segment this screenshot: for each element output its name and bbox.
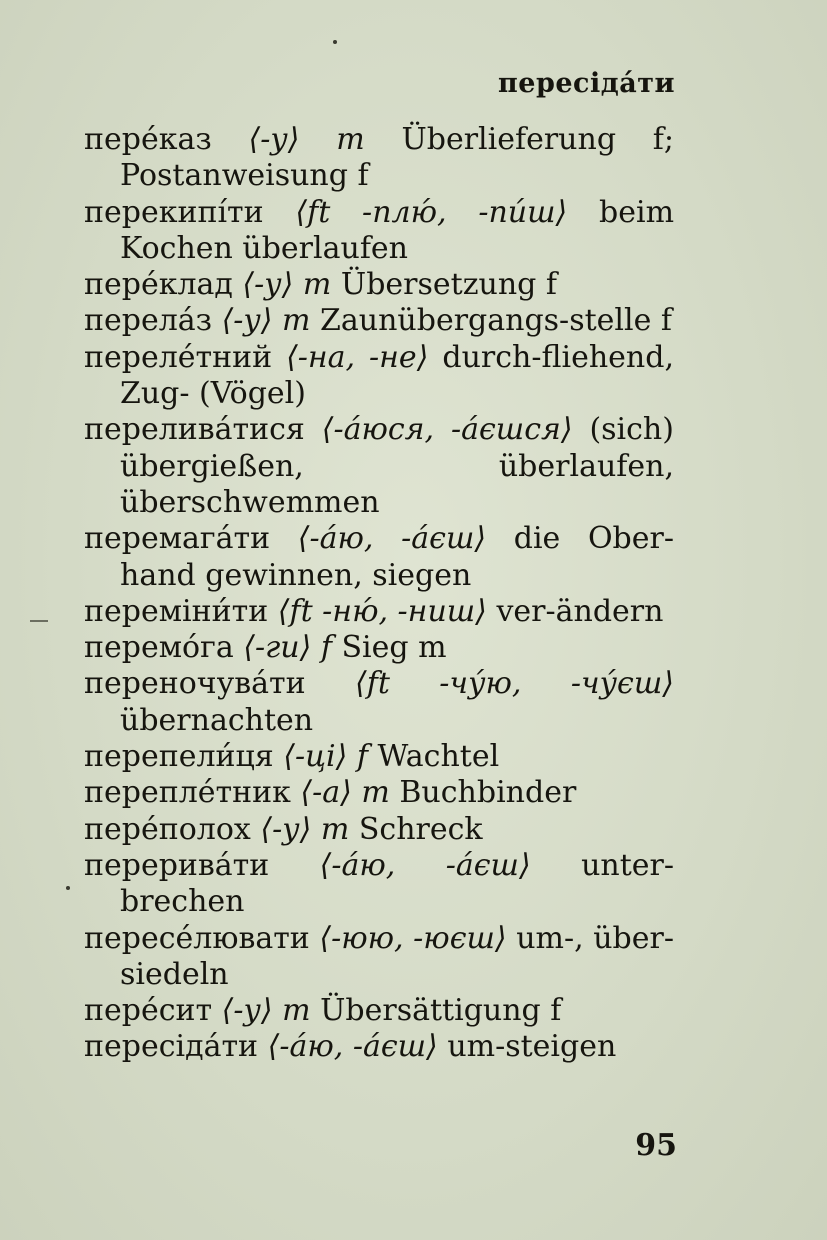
- entry-list: [84, 122, 674, 1066]
- grammar-info: ⟨-у⟩ m: [221, 993, 311, 1029]
- dictionary-entry: [84, 340, 674, 413]
- headword: перéказ: [84, 122, 212, 157]
- headword: перéсит: [84, 993, 213, 1029]
- translation: Zaunübergangs-stelle f: [320, 303, 672, 339]
- grammar-info: ⟨-юю, -юєш⟩: [319, 920, 507, 956]
- translation: beim Kochen überlaufen: [120, 194, 675, 266]
- headword: перелéтний: [84, 339, 273, 375]
- grammar-info: ⟨-áю, -áєш⟩: [297, 521, 487, 557]
- grammar-info: ⟨-а⟩ m: [300, 775, 390, 811]
- dictionary-entry: [84, 521, 674, 594]
- print-speck: [66, 886, 70, 890]
- headword: переливáтися: [84, 412, 305, 448]
- headword: пересідáти: [84, 1029, 259, 1065]
- headword: перепели́ця: [84, 739, 274, 775]
- translation: um-, über-siedeln: [120, 920, 674, 992]
- grammar-info: ⟨-у⟩ m: [260, 811, 350, 847]
- dictionary-entry: [84, 267, 674, 303]
- translation: unter-brechen: [120, 847, 674, 920]
- grammar-info: ⟨ft -ню́, -ниш⟩: [277, 593, 487, 629]
- grammar-info: ⟨-у⟩ m: [242, 267, 332, 303]
- headword: перелáз: [84, 303, 213, 339]
- dictionary-entry: [84, 848, 674, 921]
- dictionary-entry: [84, 993, 674, 1029]
- translation: Wachtel: [377, 739, 500, 775]
- grammar-info: ⟨-у⟩ m: [248, 122, 365, 157]
- grammar-info: ⟨ft -плю́, -пи́ш⟩: [295, 194, 568, 230]
- headword: пересéлювати: [84, 920, 310, 956]
- page-number: 95: [635, 1128, 677, 1163]
- grammar-info: ⟨-áю, -áєш⟩: [267, 1029, 438, 1065]
- grammar-info: ⟨-у⟩ m: [221, 303, 311, 339]
- dictionary-entry: [84, 122, 674, 195]
- print-speck: [333, 40, 337, 44]
- grammar-info: ⟨-ги⟩ f: [243, 630, 332, 666]
- grammar-info: ⟨-áю, -áєш⟩: [319, 847, 531, 883]
- translation: die Ober-hand gewinnen, siegen: [120, 521, 674, 593]
- headword: перекипíти: [84, 194, 264, 230]
- dictionary-entry: [84, 594, 674, 630]
- running-head: пересідáти: [498, 68, 675, 99]
- headword: переривáти: [84, 847, 270, 883]
- headword: перемóга: [84, 630, 234, 666]
- headword: переміни́ти: [84, 593, 269, 629]
- dictionary-entry: [84, 303, 674, 339]
- translation: ver-ändern: [496, 593, 664, 629]
- translation: Schreck: [358, 811, 483, 847]
- dictionary-entry: [84, 812, 674, 848]
- dictionary-entry: [84, 195, 674, 268]
- headword: переночувáти: [84, 666, 306, 702]
- translation: (sich) übergießen, überlaufen, überschwemmen: [120, 412, 674, 520]
- dictionary-entry: [84, 739, 674, 775]
- translation: um-steigen: [447, 1029, 617, 1065]
- headword: перéполох: [84, 811, 251, 847]
- dictionary-entry: [84, 1029, 674, 1065]
- dictionary-entry: [84, 775, 674, 811]
- dictionary-entry: [84, 921, 674, 994]
- grammar-info: ⟨-ці⟩ f: [283, 739, 368, 775]
- translation: Übersetzung f: [340, 267, 557, 303]
- headword: перéклад: [84, 267, 233, 303]
- grammar-info: ⟨-áюся, -áєшся⟩: [321, 412, 573, 448]
- translation: Überlieferung f; Postanweisung f: [120, 122, 675, 194]
- margin-mark: [30, 620, 48, 622]
- dictionary-entry: [84, 412, 674, 521]
- grammar-info: ⟨-на, -не⟩: [286, 339, 429, 375]
- headword: переплéтник: [84, 775, 291, 811]
- translation: übernachten: [120, 702, 314, 738]
- grammar-info: ⟨ft -чу́ю, -чу́єш⟩: [355, 666, 674, 702]
- dictionary-entry: [84, 630, 674, 666]
- dictionary-entry: [84, 666, 674, 739]
- translation: durch-fliehend, Zug- (Vögel): [120, 339, 674, 412]
- translation: Buchbinder: [399, 775, 577, 811]
- translation: Sieg m: [341, 630, 447, 666]
- translation: Übersättigung f: [320, 993, 562, 1029]
- headword: перемагáти: [84, 521, 271, 557]
